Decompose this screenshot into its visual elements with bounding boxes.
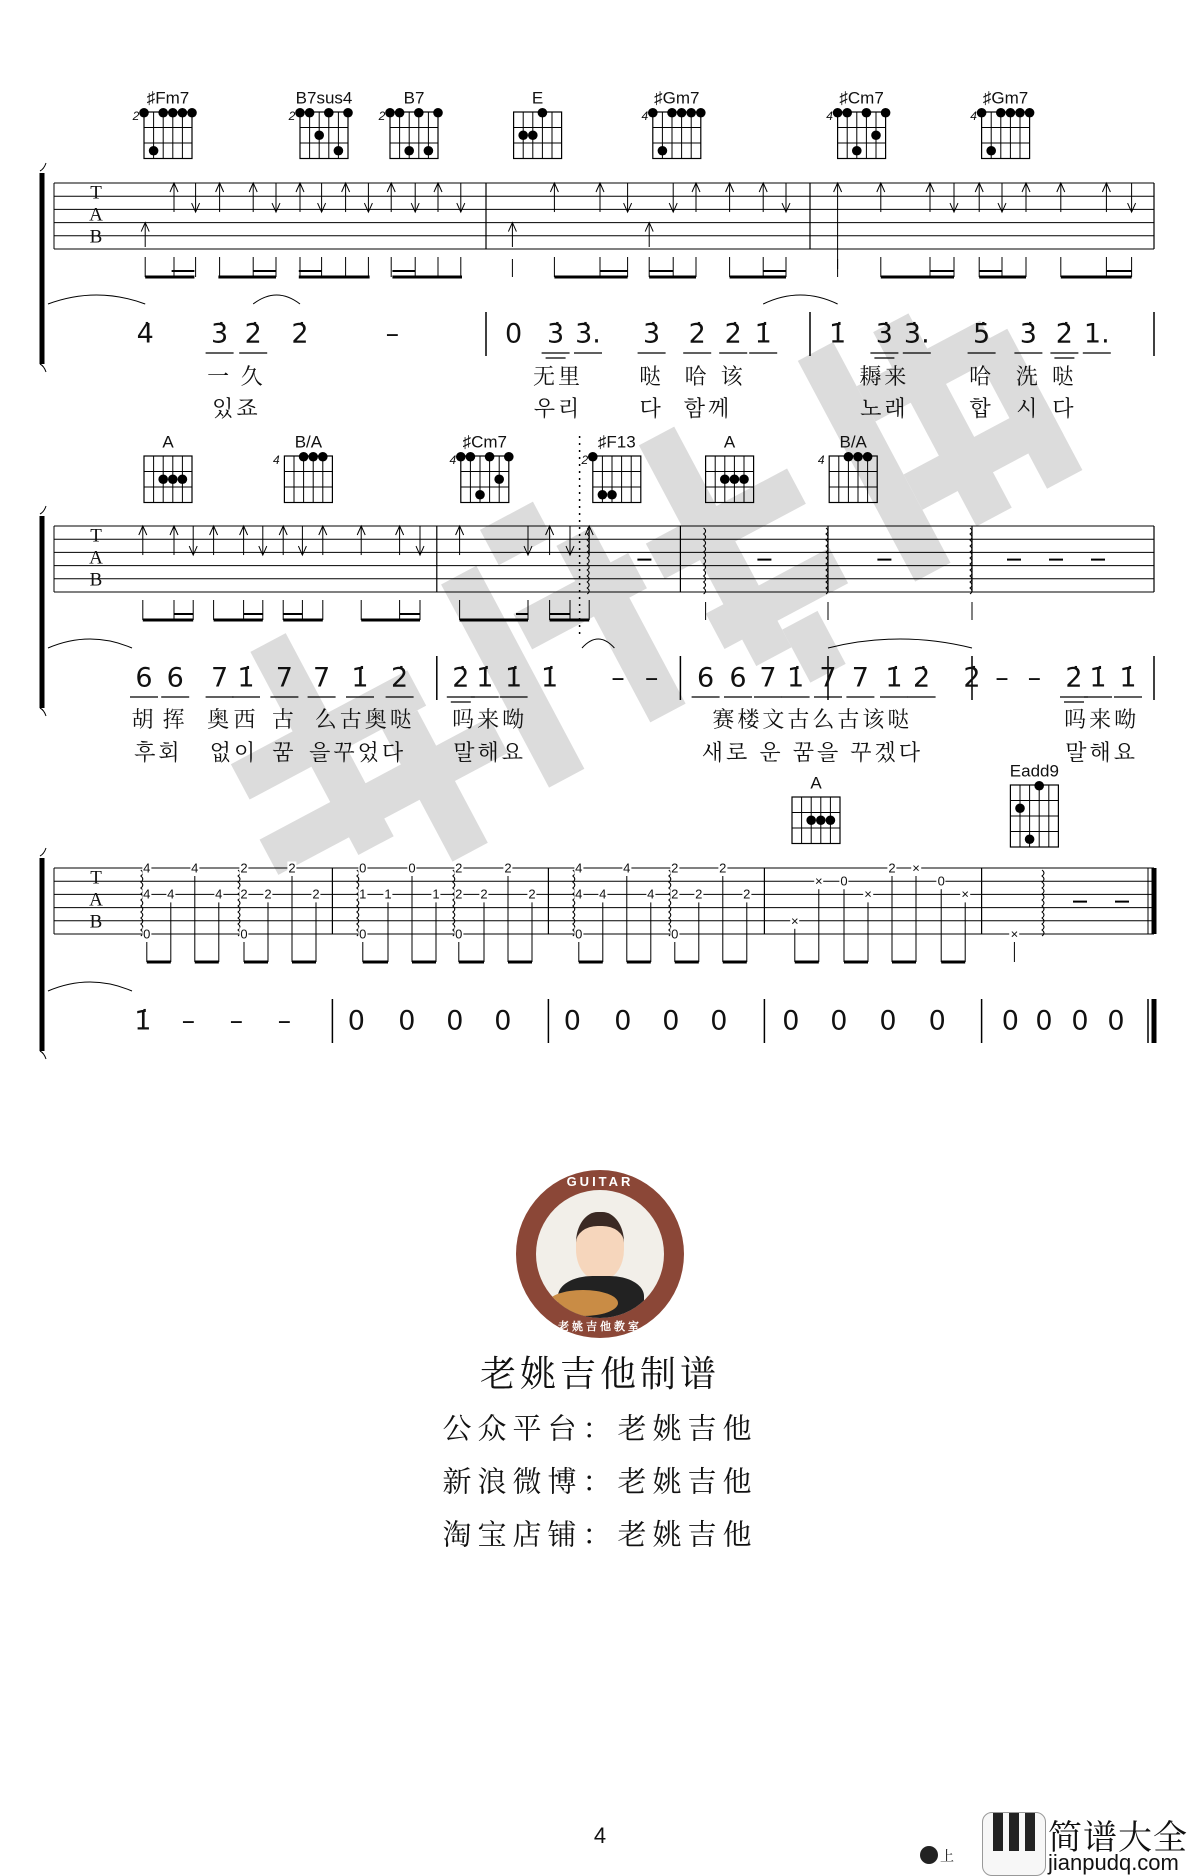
finger-dot [343,108,353,118]
finger-dot [667,108,677,118]
fret-number: 2 [288,860,296,876]
dead-note: × [791,913,799,929]
wechat-line: 公众平台：老姚吉他 [442,1413,758,1446]
finger-dot [658,146,668,156]
chord-base-fret: 2 [581,453,589,467]
chord-base-fret: 2 [288,109,296,123]
finger-dot [494,474,504,484]
jianpu-note: 7 [851,662,869,694]
chord-name: B/A [839,432,867,452]
fret-number: 2 [480,886,488,902]
jianpu-note: 2̇ [963,662,981,694]
chord-base-fret: 4 [970,109,977,123]
fret-number: 2 [312,886,320,902]
chord-name: ♯Gm7 [982,88,1029,108]
jianpu-note: 2̇ [1065,662,1083,694]
lyric-chinese: 吗来呦 [452,707,528,732]
finger-dot [607,490,617,500]
finger-dot [308,452,318,462]
chord-base-fret: 2 [132,109,140,123]
tab-label: A [89,547,103,569]
arpeggio-wave [826,528,828,594]
page-number: 4 [593,1823,607,1848]
finger-dot [305,108,315,118]
chord-name: B/A [294,432,323,452]
fret-number: 1 [432,886,440,902]
finger-dot [466,452,476,462]
finger-dot [730,474,740,484]
jianpu-note: 4̇ [136,318,154,350]
finger-dot [178,474,188,484]
jianpu-note: 7 [313,662,331,694]
tab-label: B [89,226,103,248]
lyric-chinese: 哈 [969,364,995,389]
chord-name: ♯Cm7 [462,432,507,452]
fret-number: 4 [167,886,175,902]
tab-label: T [90,525,102,547]
logo-bottom-text: 老姚吉他教室 [558,1321,642,1333]
finger-dot [538,108,548,118]
jianpu-note: – [611,662,625,694]
fret-number: 4 [191,860,199,876]
finger-dot [853,452,863,462]
jianpu-note: 0 [662,1005,680,1037]
jianpu-note: 6 [166,662,184,694]
finger-dot [139,108,149,118]
finger-dot [648,108,658,118]
tie-arc [48,982,132,991]
jianpu-note: 0 [710,1005,728,1037]
jianpu-note: 1̇ [829,318,847,350]
jianpu-note: 2̇ [391,662,409,694]
jianpu-note: 6 [697,662,715,694]
fret-number: 2 [743,886,751,902]
finger-dot [414,108,424,118]
finger-dot [187,108,197,118]
chord-name: E [531,88,544,108]
credit: 老姚吉他制谱 [479,1353,721,1394]
finger-dot [863,452,873,462]
chord-name: A [810,773,822,793]
jianpu-note: 1̇ [787,662,805,694]
finger-dot [1015,803,1025,813]
finger-dot [881,108,891,118]
jianpu-note: 0 [614,1005,632,1037]
fret-number: 4 [647,886,655,902]
piano-icon [982,1812,1046,1876]
finger-dot [1025,834,1035,844]
jianpu-note: 2̇ [913,662,931,694]
jianpu-note: 0 [830,1005,848,1037]
finger-dot [178,108,188,118]
jianpu-note: 1̇ [476,662,494,694]
finger-dot [324,108,334,118]
fret-number: 0 [575,926,583,942]
fret-number: 0 [143,926,151,942]
dead-note: × [1010,926,1019,942]
finger-dot [833,108,843,118]
finger-dot [862,108,872,118]
fret-number: 2 [504,860,512,876]
finger-dot [475,490,485,500]
finger-dot [588,452,598,462]
fret-number: 2 [695,886,703,902]
chord-name: A [723,432,736,452]
lyric-korean: 말해요 [453,740,526,765]
chord-name: B7 [403,88,425,108]
finger-dot [456,452,466,462]
jianpu-note: – [385,318,400,350]
chord-name: ♯Cm7 [839,88,884,108]
lyric-korean: 없이 [209,740,259,765]
finger-dot [485,452,495,462]
chord-name: ♯Fm7 [146,88,190,108]
fret-number: 1 [359,886,367,902]
fret-number: 0 [359,860,367,876]
lyric-chinese: 洗 [1015,364,1041,389]
chord-name: ♯F13 [597,432,636,452]
chord-name: B7sus4 [295,88,353,108]
lyric-korean: 다 [639,396,664,421]
finger-dot [677,108,687,118]
finger-dot [318,452,328,462]
finger-dot [424,146,434,156]
chord-base-fret: 4 [449,453,457,467]
fret-number: 2 [240,860,248,876]
jianpu-note: 1̇ [1119,662,1137,694]
jianpu-note: 7 [275,662,293,694]
lyric-chinese: 哒 [1051,364,1077,389]
jianpudq-brand[interactable] [940,1810,1200,1876]
finger-dot [1034,781,1044,791]
jianpu-note: 7 [819,662,837,694]
lyric-korean: 시 [1016,396,1041,421]
laoyao-guitar-logo [516,1170,684,1338]
lyric-chinese: 久 [240,364,266,389]
lyric-chinese: 哒 [639,364,665,389]
finger-dot [977,108,987,118]
lyric-chinese: 古 [271,707,297,732]
tie-arc [828,639,972,648]
chord-name: Eadd9 [1009,761,1059,781]
lyric-korean: 새로 운 꿈을 꾸겠다 [701,740,924,765]
jianpu-note: – [644,662,659,694]
lyric-korean: 후회 [134,740,183,765]
lyric-chinese: 吗来呦 [1064,707,1140,732]
jianpu-note: 0 [1071,1005,1089,1037]
finger-dot [158,474,168,484]
lyric-korean: 다 [1052,396,1077,421]
logo-top-text: GUITAR [566,1174,634,1189]
finger-dot [598,490,608,500]
jianpu-note: 1̇ [505,662,523,694]
finger-dot [826,815,836,825]
finger-dot [518,130,528,140]
lyric-chinese: 耨来 [859,364,910,389]
tab-label: B [89,911,103,933]
chord-name: ♯Gm7 [654,88,700,108]
fret-number: 4 [623,860,631,876]
fret-number: 4 [575,860,583,876]
tab-label: T [90,182,102,204]
tie-arc [763,295,837,304]
fret-number: 2 [455,886,463,902]
finger-dot [395,108,405,118]
lyric-korean: 있죠 [212,396,261,421]
fret-number: 4 [599,886,607,902]
jianpu-note: 0 [398,1005,416,1037]
finger-dot [149,146,159,156]
jianpu-note: 1̇ [541,662,559,694]
dead-note: × [864,886,872,902]
jianpu-note: 3̇ [1019,318,1037,350]
jianpu-note: 6 [135,662,153,694]
jianpu-note: 1. [1083,318,1110,350]
jianpu-note: 5̇ [973,318,991,350]
finger-dot [528,130,538,140]
tab-label: B [89,569,103,591]
lyric-korean: 말해요 [1065,740,1138,765]
fret-number: 2 [264,886,272,902]
finger-dot [686,108,696,118]
finger-dot [844,452,854,462]
finger-dot [871,130,881,140]
fret-number: 2 [671,886,679,902]
lyric-korean: 을꾸었다 [309,740,407,765]
fret-number: 1 [384,886,392,902]
jianpu-note: 2̇ [688,318,706,350]
jianpu-note: 3̇. [575,318,601,350]
jianpu-note: 0 [494,1005,512,1037]
jianpu-note: – [1027,662,1042,694]
fret-number: 2 [888,860,896,876]
fret-number: 0 [455,926,463,942]
finger-dot [696,108,706,118]
jianpu-note: 1̇ [885,662,903,694]
jianpu-note: – [229,1005,244,1037]
lyric-chinese: 一 [207,364,233,389]
arpeggio-wave [704,528,706,594]
fret-number: 0 [408,860,416,876]
fret-number: 2 [455,860,463,876]
finger-dot [720,474,730,484]
brand-url[interactable]: jianpudq.com [1048,1850,1179,1875]
finger-dot [158,108,168,118]
chord-name: A [162,432,174,452]
disc-icon [920,1846,938,1864]
finger-dot [1006,108,1016,118]
finger-dot [504,452,514,462]
tab-label: T [90,867,102,889]
jianpu-note: 0 [879,1005,897,1037]
dead-note: × [961,886,969,902]
jianpu-note: 0 [1001,1005,1019,1037]
finger-dot [739,474,749,484]
lyric-chinese: 该 [720,364,746,389]
finger-dot [986,146,996,156]
chord-base-fret: 4 [817,453,825,467]
jianpu-note: – [181,1005,196,1037]
jianpu-note: – [995,662,1009,694]
jianpu-note: 0 [782,1005,800,1037]
jianpu-note: 3̇ [643,318,661,350]
jianpu-note: 0 [1107,1005,1125,1037]
jianpu-note: 7 [759,662,777,694]
arpeggio-wave [1042,870,1044,936]
finger-dot [334,146,344,156]
finger-dot [1015,108,1025,118]
fret-number: 0 [840,873,848,889]
fret-number: 0 [937,873,945,889]
lyric-korean: 우리 [533,396,583,421]
finger-dot [295,108,305,118]
finger-dot [816,815,826,825]
finger-dot [852,146,862,156]
jianpu-note: 7 [211,662,229,694]
jianpu-note: 0 [928,1005,946,1037]
finger-dot [806,815,816,825]
fret-number: 0 [359,926,367,942]
jianpu-note: 1̇ [134,1005,152,1037]
jianpu-note: 2̇ [1055,318,1073,350]
fret-number: 2 [671,860,679,876]
jianpu-note: 0 [1035,1005,1053,1037]
finger-dot [299,452,309,462]
lyric-chinese: 胡 [131,707,157,732]
lyric-chinese: 么古奥哒 [314,707,415,732]
tie-arc [48,295,145,304]
lyric-chinese: 西 [233,707,259,732]
jianpu-note: 6 [729,662,747,694]
tie-arc [48,639,132,648]
chord-diagram [829,456,877,503]
jianpu-note: – [277,1005,292,1037]
fret-number: 4 [143,860,151,876]
fret-number: 4 [143,886,151,902]
arpeggio-wave [587,528,589,594]
jianpu-note: 0 [347,1005,365,1037]
weibo-line: 新浪微博：老姚吉他 [442,1466,758,1499]
taobao-line: 淘宝店铺：老姚吉他 [442,1519,758,1552]
jianpu-note: 2̇ [452,662,470,694]
jianpu-note: 2̇ [724,318,742,350]
prev-label[interactable]: 上 [940,1848,954,1864]
jianpu-note: 3̇ [875,318,893,350]
jianpu-note: 3̇ [547,318,565,350]
fret-number: 0 [240,926,248,942]
jianpu-note: 2̇ [291,318,309,350]
jianpu-note: 0 [563,1005,581,1037]
chord-base-fret: 4 [641,109,649,123]
brand-name: 简谱大全 [1048,1819,1188,1857]
lyric-korean: 합 [969,396,994,421]
lyric-chinese: 哈 [684,364,710,389]
lyric-chinese: 赛楼文古么古该哒 [712,707,913,732]
lyric-chinese: 奥 [207,707,233,732]
tab-label: A [89,204,103,226]
arpeggio-wave [970,528,972,594]
lyric-chinese: 挥 [162,707,188,732]
jianpu-note: 3̇ [211,318,229,350]
finger-dot [842,108,852,118]
dead-note: × [912,860,920,876]
jianpu-note: 0 [446,1005,464,1037]
finger-dot [404,146,414,156]
dead-note: × [815,873,823,889]
tab-label: A [89,889,103,911]
finger-dot [1025,108,1035,118]
jianpu-note: 3̇. [903,318,930,350]
finger-dot [996,108,1006,118]
fret-number: 2 [240,886,248,902]
fret-number: 4 [215,886,223,902]
lyric-chinese: 无里 [532,364,584,389]
jianpu-note: 1̇ [351,662,369,694]
fret-number: 0 [671,926,679,942]
tie-arc [253,295,300,304]
jianpu-note: 1̇ [237,662,255,694]
jianpu-note: 0 [505,318,523,350]
tie-arc [582,639,614,648]
chord-base-fret: 2 [378,109,386,123]
fret-number: 4 [575,886,583,902]
fret-number: 2 [719,860,727,876]
finger-dot [168,108,178,118]
finger-dot [385,108,395,118]
fret-number: 2 [528,886,536,902]
finger-dot [314,130,324,140]
lyric-korean: 함께 [683,396,733,421]
lyric-korean: 노래 [860,396,909,421]
chord-base-fret: 4 [273,453,280,467]
jianpu-note: 1̇ [1089,662,1107,694]
lyric-korean: 꿈 [272,740,297,765]
jianpu-note: 2̇ [244,318,262,350]
finger-dot [433,108,443,118]
jianpu-note: 1̇ [754,318,772,350]
chord-base-fret: 4 [826,109,833,123]
finger-dot [168,474,178,484]
chord-diagram [284,456,332,503]
